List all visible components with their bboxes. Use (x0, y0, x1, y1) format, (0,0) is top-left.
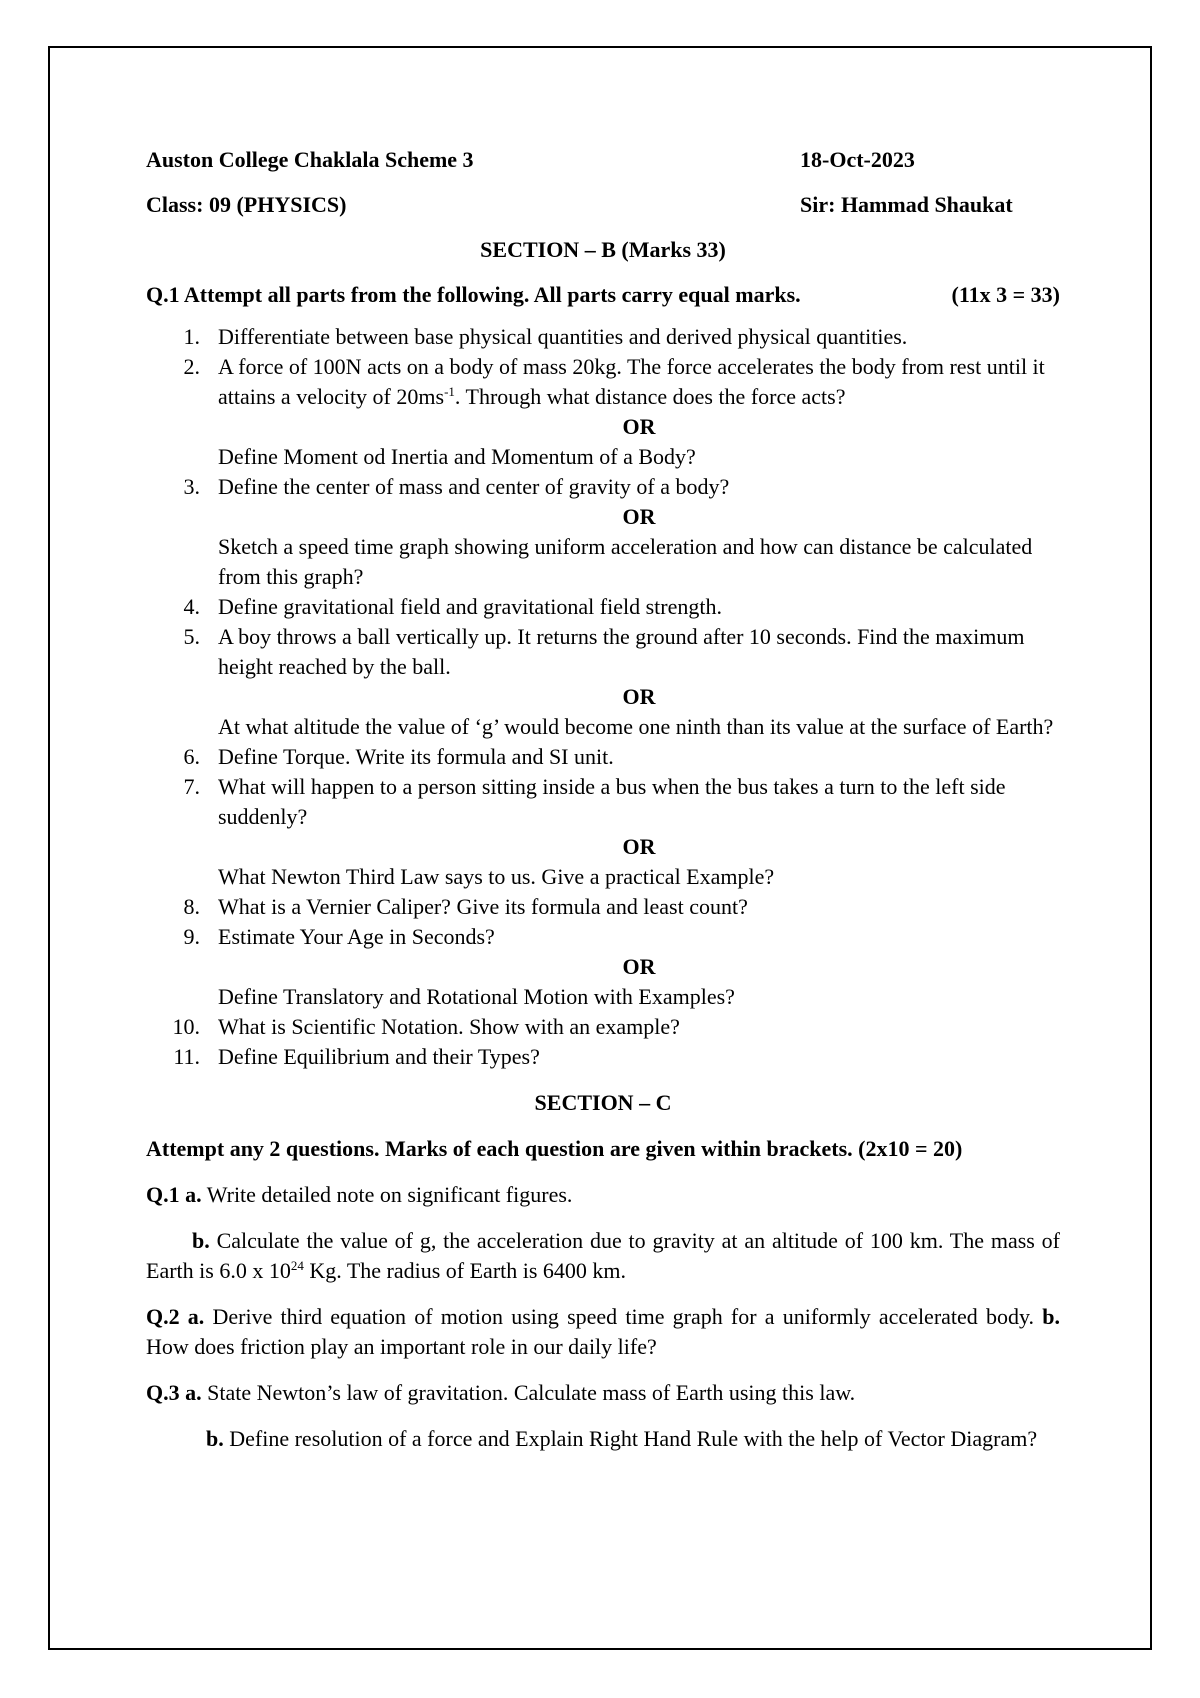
item-number: 6. (183, 744, 200, 769)
question-text: Define Torque. Write its formula and SI unit. (218, 744, 614, 769)
question-text: A boy throws a ball vertically up. It returns the ground after 10 seconds. Find the maximum height reached by the ball. (218, 624, 1025, 679)
question-label: b. (1042, 1304, 1060, 1329)
list-item (146, 322, 1060, 352)
item-number: 10. (172, 1014, 200, 1039)
question-label: b. (206, 1426, 224, 1451)
long-question-3b (146, 1424, 1060, 1454)
college-name: Auston College Chaklala Scheme 3 (146, 147, 474, 172)
item-number: 9. (183, 924, 200, 949)
question-label: b. (192, 1228, 210, 1253)
list-item (146, 1042, 1060, 1072)
question-label: Q.3 a. (146, 1380, 202, 1405)
alternate-question: At what altitude the value of ‘g’ would become one ninth than its value at the surface of Earth? (218, 714, 1054, 739)
question-label: Q.2 a. (146, 1304, 205, 1329)
long-question-3a (146, 1378, 1060, 1408)
section-c-instruction: Attempt any 2 questions. Marks of each question are given within brackets. (2x10 = 20) (146, 1136, 963, 1161)
question-text: Derive third equation of motion using speed time graph for a uniformly accelerated body. (204, 1304, 1043, 1329)
long-question-1b (146, 1226, 1060, 1286)
short-questions-list (146, 592, 1060, 682)
list-item (146, 892, 1060, 922)
superscript: 24 (290, 1258, 304, 1273)
item-number: 11. (173, 1044, 200, 1069)
question-text-part: A force of 100N acts on a body of mass 20kg. The force accelerates the body from rest until it attains a velocity of 20ms (218, 354, 1045, 409)
item-number: 7. (183, 774, 200, 799)
class-label: Class: 09 (PHYSICS) (146, 192, 347, 217)
list-item (146, 592, 1060, 622)
list-item (146, 772, 1060, 832)
exam-date: 18-Oct-2023 (800, 147, 915, 172)
list-item (146, 352, 1060, 412)
list-item (146, 622, 1060, 682)
item-number: 4. (183, 594, 200, 619)
short-questions-list (146, 1012, 1060, 1072)
section-b-instruction-text: Q.1 Attempt all parts from the following. All parts carry equal marks. (146, 282, 801, 307)
superscript: -1 (444, 384, 455, 399)
short-questions-list (146, 322, 1060, 412)
item-number: 5. (183, 624, 200, 649)
short-questions-list (146, 742, 1060, 832)
long-question-1a (146, 1180, 1060, 1210)
item-number: 8. (183, 894, 200, 919)
short-questions-list (146, 472, 1060, 502)
item-number: 1. (183, 324, 200, 349)
long-question-2 (146, 1302, 1060, 1362)
item-number: 3. (183, 474, 200, 499)
teacher-name: Sir: Hammad Shaukat (800, 192, 1013, 217)
question-text: Calculate the value of g, the acceleration due to gravity at an altitude of 100 km. The mass of Earth is 6.0 x 10 (146, 1228, 1060, 1283)
section-c-title: SECTION – C (534, 1090, 672, 1115)
question-text: How does friction play an important role in our daily life? (146, 1334, 657, 1359)
question-text: What will happen to a person sitting inside a bus when the bus takes a turn to the left side suddenly? (218, 774, 1006, 829)
question-text-part: . Through what distance does the force acts? (454, 384, 846, 409)
alternate-question: Sketch a speed time graph showing uniform acceleration and how can distance be calculated from this graph? (218, 534, 1033, 589)
question-text: Differentiate between base physical quantities and derived physical quantities. (218, 324, 908, 349)
list-item (146, 472, 1060, 502)
or-label: OR (622, 954, 656, 979)
question-text: Define resolution of a force and Explain Right Hand Rule with the help of Vector Diagram? (223, 1426, 1038, 1451)
list-item (146, 1012, 1060, 1042)
section-b-instruction (146, 280, 1060, 310)
or-label: OR (622, 504, 656, 529)
short-questions-list (146, 892, 1060, 952)
alternate-question: Define Translatory and Rotational Motion with Examples? (218, 984, 735, 1009)
alternate-question: Define Moment od Inertia and Momentum of a Body? (218, 444, 696, 469)
question-text: What is a Vernier Caliper? Give its formula and least count? (218, 894, 748, 919)
list-item (146, 922, 1060, 952)
question-text: Define Equilibrium and their Types? (218, 1044, 540, 1069)
or-label: OR (622, 834, 656, 859)
section-b-marks: (11x 3 = 33) (951, 282, 1060, 307)
header-row-2 (146, 190, 1060, 220)
question-label: Q.1 a. (146, 1182, 202, 1207)
exam-paper (146, 145, 1060, 1470)
question-text: Estimate Your Age in Seconds? (218, 924, 495, 949)
question-text: State Newton’s law of gravitation. Calculate mass of Earth using this law. (201, 1380, 856, 1405)
header-row-1 (146, 145, 1060, 175)
item-number: 2. (183, 354, 200, 379)
question-text: Write detailed note on significant figures. (201, 1182, 573, 1207)
question-text: Kg. The radius of Earth is 6400 km. (303, 1258, 627, 1283)
section-b-title: SECTION – B (Marks 33) (480, 237, 726, 262)
or-label: OR (622, 414, 656, 439)
question-text: Define the center of mass and center of gravity of a body? (218, 474, 730, 499)
or-label: OR (622, 684, 656, 709)
question-text: Define gravitational field and gravitational field strength. (218, 594, 722, 619)
question-text: What is Scientific Notation. Show with an example? (218, 1014, 680, 1039)
list-item (146, 742, 1060, 772)
question-text (218, 354, 1045, 409)
alternate-question: What Newton Third Law says to us. Give a practical Example? (218, 864, 775, 889)
